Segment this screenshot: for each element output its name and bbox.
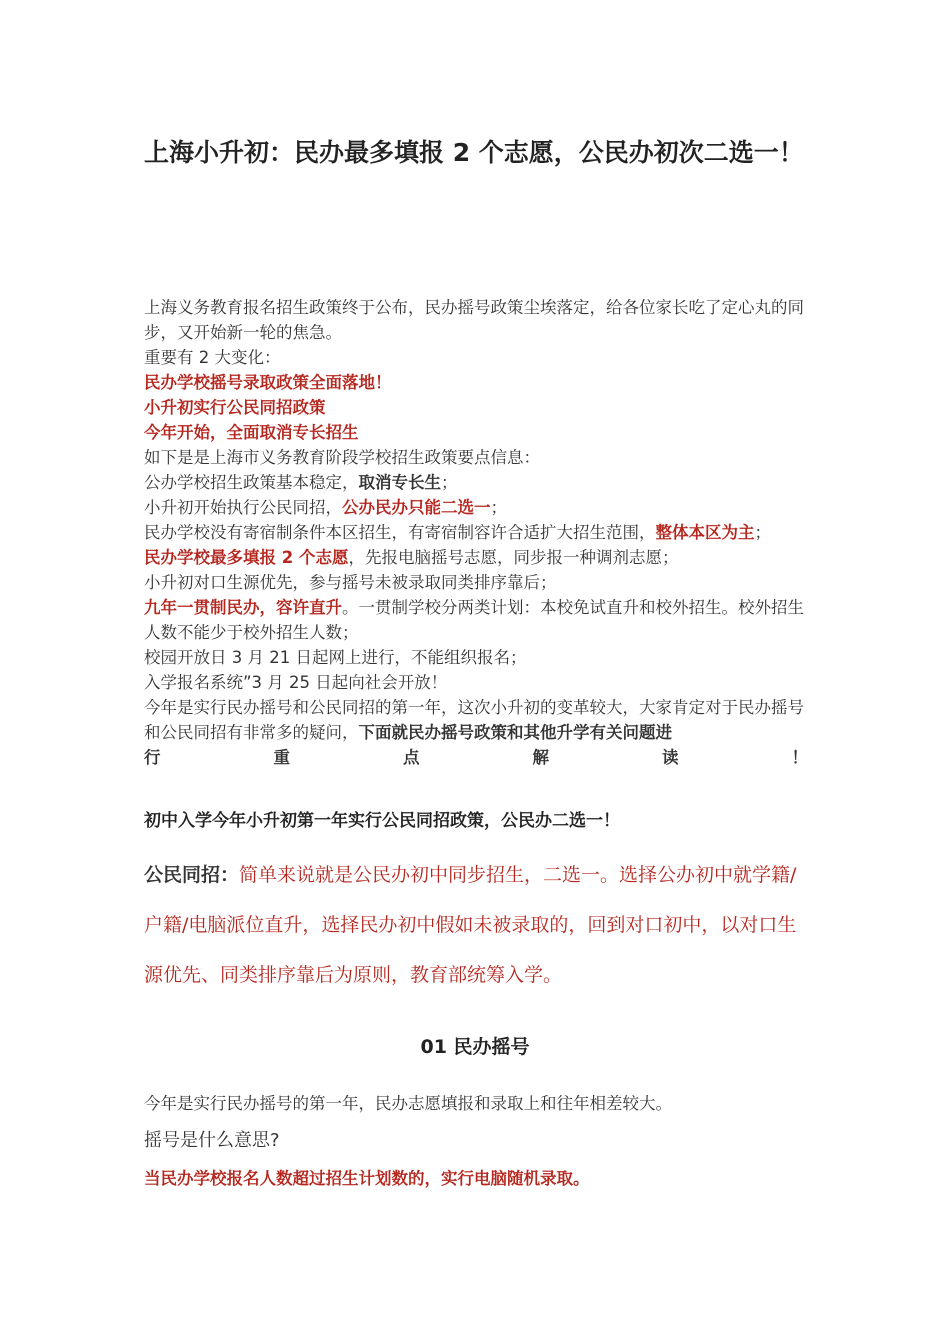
- point-private-district: [144, 520, 808, 545]
- intro-paragraph: 上海义务教育报名招生政策终于公布，民办摇号政策尘埃落定，给各位家长吃了定心丸的同步，又开始新一轮的焦急。: [144, 298, 804, 342]
- point-end: ；: [754, 523, 771, 542]
- lottery-question: 摇号是什么意思?: [144, 1130, 280, 1151]
- point-highlight: 公办民办只能二选一: [342, 498, 491, 517]
- point-registration-system: 入学报名系统”3 月 25 日起向社会开放！: [144, 673, 448, 692]
- lottery-heading: 01 民办摇号: [420, 1036, 530, 1058]
- highlight-joint-enrollment: 小升初实行公民同招政策: [144, 398, 326, 417]
- point-max-choices: [144, 545, 808, 570]
- point-text: 公办学校招生政策基本稳定，: [144, 473, 359, 492]
- point-open-day: 校园开放日 3 月 21 日起网上进行，不能组织报名；: [144, 648, 527, 667]
- lottery-answer: 当民办学校报名人数超过招生计划数的，实行电脑随机录取。: [144, 1169, 590, 1188]
- article-body: [144, 295, 808, 770]
- point-end: ；: [490, 498, 507, 517]
- point-highlight: 民办学校最多填报 2 个志愿: [144, 548, 349, 567]
- policy-label: 公民同招：: [144, 864, 240, 886]
- highlight-specialty-cancel: 今年开始，全面取消专长招生: [144, 423, 359, 442]
- summary-bold: 下面就民办摇号政策和其他升学有关问题进: [358, 723, 672, 742]
- summary-text: 今年是实行民办摇号和公民同招的第一年，这次小升初的变革较大，大家肯定对于民办摇号和公民同招有非常多的疑问，: [144, 698, 804, 742]
- article-title: 上海小升初：民办最多填报 2 个志愿，公民办初次二选一！: [144, 138, 804, 167]
- policy-paragraph: [144, 850, 808, 1000]
- points-heading: 如下是是上海市义务教育阶段学校招生政策要点信息：: [144, 448, 540, 467]
- section-heading: 初中入学今年小升初第一年实行公民同招政策，公民办二选一！: [144, 811, 620, 831]
- summary-spread-line: 行重点解读！: [144, 748, 808, 767]
- point-text: ，先报电脑摇号志愿，同步报一种调剂志愿；: [348, 548, 679, 567]
- point-public-school: [144, 470, 808, 495]
- policy-text: 简单来说就是公民办初中同步招生，二选一。选择公办初中就学籍/户籍/电脑派位直升，选择民办初中假如未被录取的，回到对口初中，以对口生源优先、同类排序靠后为原则，教育部统筹入学。: [144, 864, 797, 986]
- point-text: 民办学校没有寄宿制条件本区招生，有寄宿制容许合适扩大招生范围，: [144, 523, 656, 542]
- changes-heading: 重要有 2 大变化：: [144, 348, 281, 367]
- point-nine-year: [144, 595, 808, 645]
- point-local-priority: 小升初对口生源优先，参与摇号未被录取同类排序靠后；: [144, 573, 557, 592]
- point-bold: 取消专长生: [358, 473, 441, 492]
- point-summary: [144, 695, 808, 745]
- point-end: ；: [441, 473, 458, 492]
- point-joint-enrollment: [144, 495, 808, 520]
- lottery-intro: 今年是实行民办摇号的第一年，民办志愿填报和录取上和往年相差较大。: [144, 1094, 672, 1113]
- point-text: 。一贯制学校分两类计划：本校免试直升和校外招生。校外招生人数不能少于校外招生人数；: [144, 598, 804, 642]
- point-text: 小升初开始执行公民同招，: [144, 498, 342, 517]
- point-highlight: 整体本区为主: [655, 523, 755, 542]
- point-highlight: 九年一贯制民办，容许直升: [144, 598, 342, 617]
- highlight-lottery: 民办学校摇号录取政策全面落地！: [144, 373, 392, 392]
